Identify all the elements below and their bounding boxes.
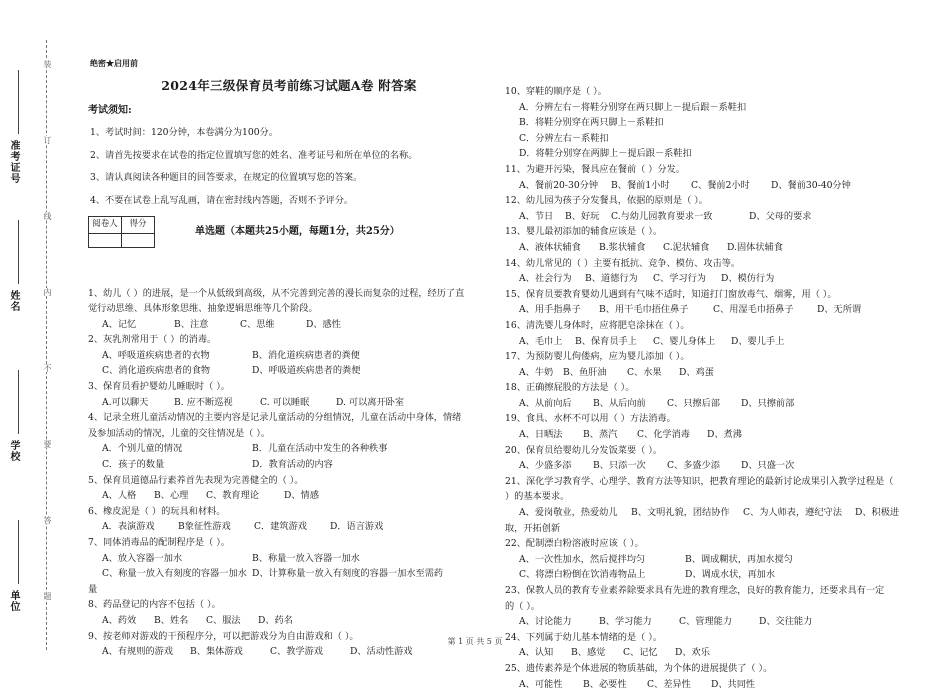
option-row bbox=[505, 178, 913, 194]
option[interactable]: D、模仿行为 bbox=[721, 273, 775, 285]
option-row bbox=[505, 677, 913, 692]
option[interactable]: C．建筑游戏 bbox=[254, 521, 307, 533]
option-row bbox=[505, 552, 913, 568]
option[interactable]: C、多盛少添 bbox=[667, 460, 720, 472]
option[interactable]: C、教育理论 bbox=[206, 490, 259, 502]
option-row bbox=[505, 302, 913, 318]
option[interactable]: D、煮沸 bbox=[707, 429, 742, 441]
option[interactable]: A、药效 bbox=[102, 614, 137, 626]
notice-item: 2、请首先按要求在试卷的指定位置填写您的姓名、准考证号和所在单位的名称。 bbox=[90, 149, 418, 161]
option[interactable]: D、交往能力 bbox=[759, 616, 813, 628]
question-text: 及参加活动的情况，儿童的交往情况是（ ）。 bbox=[88, 427, 271, 439]
option-row bbox=[88, 488, 490, 504]
question-text: 5、保育员道德品行素养首先表现为完善健全的（ ）。 bbox=[88, 474, 304, 486]
binding-field-label: 学校 bbox=[8, 440, 19, 462]
option[interactable]: B、心理 bbox=[154, 490, 189, 502]
option[interactable]: C．分辨左右－系鞋扣 bbox=[519, 132, 609, 144]
option[interactable]: B、只添一次 bbox=[593, 460, 646, 472]
binding-field-line[interactable] bbox=[18, 370, 19, 434]
option[interactable]: C.泥状辅食 bbox=[663, 241, 710, 253]
option[interactable]: C、消化道疾病患者的食物 bbox=[102, 365, 211, 377]
binding-field-label: 单位 bbox=[8, 590, 19, 612]
question-text: 23、保教人员的教育专业素养除要求具有先进的教育理念，良好的教育能力，还要求具有一定 bbox=[505, 585, 885, 596]
question-text: 16、清洗婴儿身体时，应将肥皂涂抹在（ ）。 bbox=[505, 319, 690, 331]
option-row bbox=[505, 209, 913, 225]
notice-list bbox=[88, 125, 490, 209]
option[interactable]: A、牛奶 bbox=[519, 366, 554, 378]
option-row bbox=[505, 505, 913, 521]
option[interactable]: A、少盛多添 bbox=[519, 460, 572, 472]
grader-blank[interactable] bbox=[89, 233, 122, 247]
question-text: 9、按老师对游戏的干预程序分，可以把游戏分为自由游戏和（ ）。 bbox=[88, 630, 359, 642]
option[interactable]: C、婴儿身体上 bbox=[653, 335, 716, 347]
option-row bbox=[88, 348, 490, 364]
option-row bbox=[505, 271, 913, 287]
option[interactable]: C、思维 bbox=[240, 318, 275, 330]
option[interactable]: A、可能性 bbox=[519, 678, 563, 690]
option[interactable]: B、好玩 bbox=[565, 210, 600, 222]
option[interactable]: D、父母的要求 bbox=[749, 210, 812, 222]
margin-word: 线 bbox=[43, 212, 52, 220]
option-row bbox=[88, 395, 490, 411]
option[interactable]: D、调成水状，再加水 bbox=[685, 569, 776, 581]
binding-field-line[interactable] bbox=[18, 70, 19, 134]
notice-item: 4、不要在试卷上乱写乱画，请在密封线内答题，否则不予评分。 bbox=[90, 195, 354, 207]
option[interactable]: B．将鞋分别穿在两只脚上－系鞋扣 bbox=[519, 117, 664, 129]
question-text: 7、同体消毒品的配制程序是（ ）。 bbox=[88, 537, 230, 548]
question-text: 觉行动思维、具体形象思维、抽象逻辑思维等几个阶段。 bbox=[88, 303, 318, 315]
right-questions bbox=[505, 84, 913, 692]
option[interactable]: D.固体状辅食 bbox=[727, 241, 783, 253]
margin-word: 要 bbox=[43, 440, 52, 448]
option[interactable]: B、集体游戏 bbox=[190, 646, 243, 658]
option[interactable]: A、认知 bbox=[519, 647, 554, 659]
option-row bbox=[88, 613, 490, 629]
option-row bbox=[505, 240, 913, 256]
option[interactable]: A、放入容器一加水 bbox=[102, 552, 183, 564]
option-row bbox=[88, 457, 490, 473]
margin-word: 题 bbox=[43, 592, 52, 600]
option[interactable]: C、将漂白粉倒在饮消毒物品上 bbox=[519, 569, 646, 581]
question-text: 24、下列属于幼儿基本情绪的是（ ）。 bbox=[505, 631, 663, 643]
option-row bbox=[505, 614, 913, 630]
option[interactable]: B、从后向前 bbox=[593, 397, 646, 409]
left-questions bbox=[88, 286, 490, 660]
option[interactable]: B.浆状辅食 bbox=[599, 241, 646, 253]
option[interactable]: A、节日 bbox=[519, 210, 554, 222]
option[interactable]: C、学习行为 bbox=[653, 273, 706, 285]
option-row bbox=[505, 458, 913, 474]
option[interactable]: D．语言游戏 bbox=[330, 521, 384, 533]
question-text: 8、药品登记的内容不包括（ ）。 bbox=[88, 599, 221, 611]
option[interactable]: B、蒸汽 bbox=[583, 429, 618, 441]
option[interactable]: D、只盛一次 bbox=[741, 460, 795, 472]
option[interactable]: A、记忆 bbox=[102, 318, 137, 330]
option-row bbox=[88, 566, 490, 582]
option-row bbox=[505, 567, 913, 583]
question-text: 13、婴儿最初添加的辅食应该是（ ）。 bbox=[505, 226, 663, 238]
binding-field-line[interactable] bbox=[18, 520, 19, 584]
binding-field-label: 准考证号 bbox=[8, 140, 19, 184]
option[interactable]: C. 可以睡眠 bbox=[260, 396, 310, 408]
question-text: 2、灰乳剂常用于（ ）的消毒。 bbox=[88, 334, 217, 346]
option[interactable]: C、记忆 bbox=[623, 647, 658, 659]
score-blank[interactable] bbox=[122, 233, 155, 247]
option[interactable]: B、道德行为 bbox=[585, 273, 638, 285]
option-row bbox=[88, 519, 490, 535]
question-text: 1、幼儿（ ）的进展，是一个从低级到高级，从不完善到完善的漫长而复杂的过程，经历了直 bbox=[88, 287, 465, 299]
option[interactable]: B象征性游戏 bbox=[178, 521, 231, 533]
option[interactable]: B．儿童在活动中发生的各种秩事 bbox=[252, 443, 388, 455]
left-column bbox=[88, 56, 490, 660]
score-cell: 得分 bbox=[122, 216, 155, 233]
option-row bbox=[88, 551, 490, 567]
option[interactable]: A、社会行为 bbox=[519, 273, 572, 285]
option[interactable]: A、有规则的游戏 bbox=[102, 646, 173, 658]
option[interactable]: A、人格 bbox=[102, 490, 137, 502]
margin-word: 内 bbox=[43, 288, 52, 296]
option[interactable]: A、爱岗敬业，热爱幼儿 bbox=[519, 507, 618, 519]
option[interactable]: B. 应不断巡视 bbox=[174, 396, 233, 408]
question-text: 4、记录全班儿童活动情况的主要内容是记录儿童活动的分组情况，儿童在活动中身体，情绪 bbox=[88, 412, 462, 424]
option[interactable]: A.可以聊天 bbox=[102, 396, 149, 408]
option-row bbox=[88, 317, 490, 333]
option[interactable]: D、药名 bbox=[258, 614, 293, 626]
margin-word: 订 bbox=[43, 136, 52, 144]
option[interactable]: B、注意 bbox=[174, 318, 209, 330]
page-footer: 第 1 页 共 5 页 bbox=[447, 637, 503, 646]
option[interactable]: B、鱼肝油 bbox=[563, 366, 607, 378]
question-text: 22、配制漂白粉溶液时应该（ ）。 bbox=[505, 538, 644, 550]
option[interactable]: B、消化道疾病患者的粪便 bbox=[252, 349, 360, 361]
option-row bbox=[88, 441, 490, 457]
section-title: 单选题（本题共25小题，每题1分，共25分） bbox=[195, 225, 400, 237]
notice-item: 1、考试时间：120分钟，本卷满分为100分。 bbox=[90, 126, 278, 138]
option[interactable]: B、餐前1小时 bbox=[611, 179, 670, 191]
option[interactable]: C、水果 bbox=[627, 366, 662, 378]
option[interactable]: C、化学消毒 bbox=[637, 429, 690, 441]
option-row bbox=[505, 365, 913, 381]
option[interactable]: C.与幼儿园教育要求一致 bbox=[611, 210, 713, 222]
option-row bbox=[505, 645, 913, 661]
option[interactable]: A、从前向后 bbox=[519, 397, 572, 409]
option[interactable]: B、保育员手上 bbox=[575, 335, 637, 347]
option[interactable]: B、必要性 bbox=[583, 678, 627, 690]
question-text: 的（ ）。 bbox=[505, 600, 541, 612]
notice-item: 3、请认真阅读各种题目的回答要求，在规定的位置填写您的答案。 bbox=[90, 172, 363, 184]
option[interactable]: C、用湿毛巾捂鼻子 bbox=[713, 304, 794, 316]
option[interactable]: A、餐前20-30分钟 bbox=[519, 179, 599, 191]
option[interactable]: C、为人师表，遵纪守法 bbox=[743, 507, 842, 519]
option[interactable]: D、计算称量一放入有刻度的容器一加水至需药 bbox=[252, 568, 444, 580]
option-row bbox=[505, 427, 913, 443]
right-column bbox=[505, 84, 913, 692]
option[interactable]: B、学习能力 bbox=[599, 616, 652, 628]
option[interactable]: A、液体状辅食 bbox=[519, 241, 581, 253]
option[interactable]: D、鸡蛋 bbox=[679, 366, 714, 378]
option[interactable]: C、服法 bbox=[206, 614, 241, 626]
option[interactable]: D、餐前30-40分钟 bbox=[771, 179, 851, 191]
option[interactable]: A、日晒法 bbox=[519, 429, 563, 441]
option[interactable]: D、欢乐 bbox=[675, 647, 710, 659]
option[interactable]: C、餐前2小时 bbox=[691, 179, 750, 191]
option[interactable]: D、积极进 bbox=[855, 507, 900, 519]
binding-margin bbox=[0, 0, 72, 671]
option[interactable]: C、管理能力 bbox=[679, 616, 732, 628]
option[interactable]: B、姓名 bbox=[154, 614, 189, 626]
notice-heading: 考试须知: bbox=[88, 105, 132, 117]
option[interactable]: A．表演游戏 bbox=[102, 521, 155, 533]
option[interactable]: D、情感 bbox=[284, 490, 319, 502]
option[interactable]: A．分辨左右－将鞋分别穿在两只脚上－提后跟－系鞋扣 bbox=[519, 101, 747, 113]
option[interactable]: D、感性 bbox=[306, 318, 341, 330]
option[interactable]: A、呼吸道疾病患者的衣物 bbox=[102, 349, 210, 361]
secret-mark: 绝密★启用前 bbox=[90, 58, 138, 68]
question-text: 18、正确擦屁股的方法是（ ）。 bbox=[505, 382, 635, 394]
margin-word: 装 bbox=[43, 60, 52, 68]
binding-dashed-line bbox=[46, 40, 47, 650]
option[interactable]: D、只擦前部 bbox=[741, 397, 795, 409]
option[interactable]: D、活动性游戏 bbox=[350, 646, 413, 658]
question-text: 取，开拓创新 bbox=[505, 522, 561, 534]
option[interactable]: B、用干毛巾捂住鼻子 bbox=[599, 304, 689, 316]
exam-title: 2024年三级保育员考前练习试题A卷 附答案 bbox=[161, 77, 417, 93]
question-text: 17、为预防婴儿佝偻病，应为婴儿添加（ ）。 bbox=[505, 351, 690, 363]
option[interactable]: B、文明礼貌，团结协作 bbox=[631, 507, 730, 519]
option-row bbox=[505, 396, 913, 412]
question-text: 20、保育员给婴幼儿分发饭菜要（ ）。 bbox=[505, 444, 663, 456]
question-text: 6、橡皮泥是（ ）的玩具和材料。 bbox=[88, 505, 226, 517]
option[interactable]: D、婴儿手上 bbox=[731, 335, 785, 347]
option[interactable]: A、毛巾上 bbox=[519, 335, 563, 347]
option-row bbox=[88, 363, 490, 379]
option[interactable]: D．教育活动的内容 bbox=[252, 459, 333, 471]
option[interactable]: D．将鞋分别穿在两脚上－提后跟－系鞋扣 bbox=[519, 148, 692, 160]
binding-field-label: 姓名 bbox=[8, 290, 19, 312]
question-text: ）的基本要求。 bbox=[505, 491, 570, 503]
option[interactable]: D、呼吸道疾病患者的粪便 bbox=[252, 365, 361, 377]
option[interactable]: C、只擦后部 bbox=[667, 397, 720, 409]
margin-word: 答 bbox=[43, 516, 52, 524]
option[interactable]: D. 可以离开卧室 bbox=[336, 396, 405, 408]
option[interactable]: B、调成糊状，再加水搅匀 bbox=[685, 553, 793, 565]
question-text: 10、穿鞋的顺序是（ ）。 bbox=[505, 86, 607, 97]
grader-cell: 阅卷人 bbox=[89, 216, 122, 233]
question-text: 量 bbox=[88, 583, 98, 595]
score-row bbox=[88, 216, 490, 248]
option[interactable]: D、共同性 bbox=[711, 678, 756, 690]
score-table bbox=[88, 216, 155, 248]
option[interactable]: D、无所谓 bbox=[817, 304, 862, 316]
option[interactable]: C．孩子的数量 bbox=[102, 459, 165, 471]
option[interactable]: C、差异性 bbox=[647, 678, 691, 690]
question-text: 12、幼儿园为孩子分发餐具，依据的原则是（ ）。 bbox=[505, 195, 708, 207]
question-text: 3、保育员看护婴幼儿睡眠时（ ）。 bbox=[88, 381, 230, 393]
binding-field-line[interactable] bbox=[18, 220, 19, 284]
question-text: 11、为避开污染，餐具应在餐前（ ）分发。 bbox=[505, 163, 685, 175]
option-row bbox=[505, 334, 913, 350]
option[interactable]: B、称量一放入容器一加水 bbox=[252, 552, 360, 564]
question-text: 14、幼儿常见的（ ）主要有抵抗、竞争、模仿、攻击等。 bbox=[505, 257, 741, 269]
option[interactable]: A、一次性加水，然后搅拌均匀 bbox=[519, 553, 646, 565]
option[interactable]: A．个别儿童的情况 bbox=[102, 443, 183, 455]
option[interactable]: B、感觉 bbox=[571, 647, 606, 659]
option[interactable]: A、用手指鼻子 bbox=[519, 304, 581, 316]
question-text: 25、遗传素养是个体进展的物质基础，为个体的进展提供了（ ）。 bbox=[505, 662, 773, 674]
option[interactable]: C、称量一放入有刻度的容器一加水 bbox=[102, 568, 247, 580]
option[interactable]: A、讨论能力 bbox=[519, 616, 572, 628]
option[interactable]: C、教学游戏 bbox=[270, 646, 323, 658]
question-text: 19、食具、水杯不可以用（ ）方法消毒。 bbox=[505, 413, 676, 425]
question-text: 15、保育员要教育婴幼儿遇到有气味不适时，知道打门窗放毒气、烟雾，用（ ）。 bbox=[505, 288, 837, 300]
question-text: 21、深化学习教育学、心理学、教育方法等知识，把教育理论的最新讨论成果引入教学过程是（ bbox=[505, 475, 894, 487]
margin-word: 不 bbox=[43, 364, 52, 372]
